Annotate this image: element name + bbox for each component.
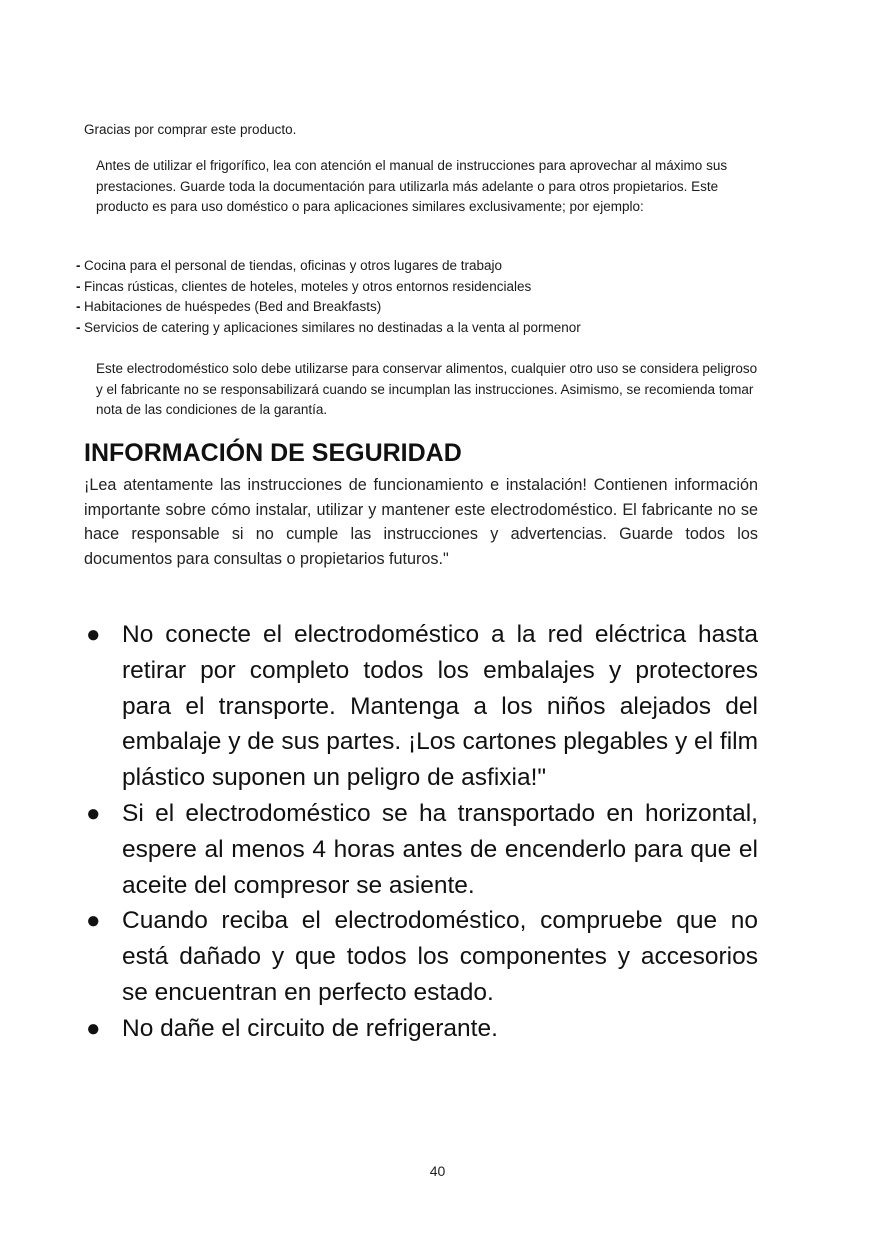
list-item — [76, 277, 776, 298]
list-item-text: Servicios de catering y aplicaciones similares no destinadas a la venta al pormenor — [84, 319, 581, 335]
dash-marker: - — [76, 278, 81, 294]
safety-heading: INFORMACIÓN DE SEGURIDAD — [84, 439, 462, 467]
dash-marker: - — [76, 258, 81, 273]
bullet-item — [84, 617, 758, 796]
list-item — [76, 256, 776, 277]
bullet-item — [84, 1011, 758, 1047]
usage-examples-list — [76, 256, 776, 338]
list-item-text: Fincas rústicas, clientes de hoteles, moteles y otros entornos residenciales — [84, 278, 532, 294]
bullet-text: Si el electrodoméstico se ha transportado en horizontal, espere al menos 4 horas antes de encenderlo para que el aceite del compresor se asiente. — [122, 799, 758, 899]
bullet-icon: ● — [86, 621, 101, 648]
intro-paragraph: Antes de utilizar el frigorífico, lea con atención el manual de instrucciones para aprovechar al máximo sus prestaciones. Guarde toda la documentación para utilizarla más adelante o para otros propietarios. Este producto es para uso doméstico o para aplicaciones similares exclusivamente; por ejemplo: — [96, 158, 728, 214]
bullet-text: Cuando reciba el electrodoméstico, compruebe que no está dañado y que todos los componentes y accesorios se encuentran en perfecto estado. — [122, 907, 758, 1006]
bullet-icon: ● — [86, 1014, 101, 1042]
dash-marker: - — [76, 299, 81, 314]
list-item-text: Habitaciones de huéspedes (Bed and Breakfasts) — [84, 299, 382, 314]
page-number: 40 — [429, 1163, 446, 1179]
bullet-icon: ● — [86, 907, 101, 935]
list-item — [76, 297, 776, 318]
bullet-icon: ● — [86, 799, 101, 827]
list-item-text: Cocina para el personal de tiendas, oficinas y otros lugares de trabajo — [84, 258, 502, 273]
bullet-item — [84, 903, 758, 1010]
bullet-text: No dañe el circuito de refrigerante. — [122, 1014, 498, 1042]
bullet-text: No conecte el electrodoméstico a la red eléctrica hasta retirar por completo todos los embalajes y protectores para el transporte. Mantenga a los niños alejados del embalaje y de sus partes. ¡Los cartones plegables y el film plástico suponen un peligro de asfixia!" — [122, 621, 758, 792]
list-item — [76, 318, 776, 339]
dash-marker: - — [76, 319, 81, 335]
greeting-text: Gracias por comprar este producto. — [84, 122, 297, 137]
safety-bullet-list — [84, 617, 758, 1047]
usage-notice-paragraph: Este electrodoméstico solo debe utilizarse para conservar alimentos, cualquier otro uso se considera peligroso y el fabricante no se responsabilizará cuando se incumplan las instrucciones. Asimismo, se recomienda tomar nota de las condiciones de la garantía. — [96, 361, 758, 417]
bullet-item — [84, 796, 758, 903]
safety-intro-paragraph: ¡Lea atentamente las instrucciones de funcionamiento e instalación! Contienen información importante sobre cómo instalar, utilizar y mantener este electrodoméstico. El fabricante no se hace responsable si no cumple las instrucciones y advertencias. Guarde todos los documentos para consultas o propietarios futuros." — [84, 476, 758, 568]
